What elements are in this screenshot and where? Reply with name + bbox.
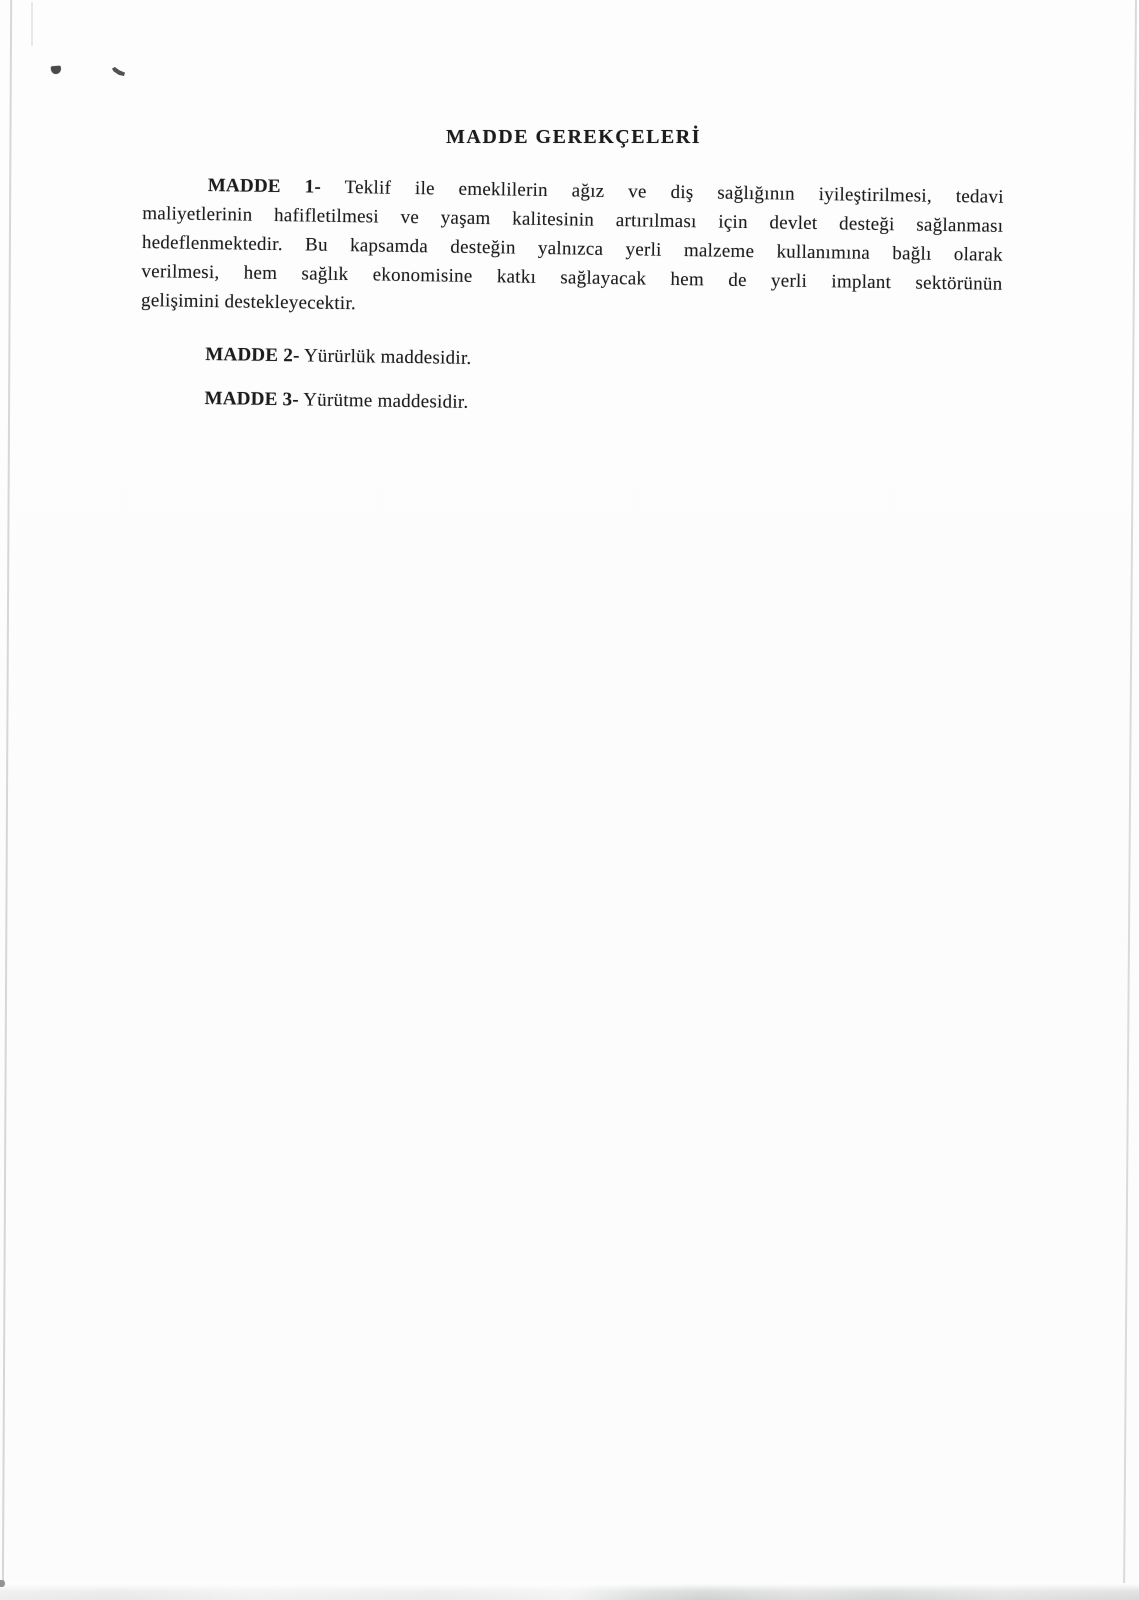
- article1-line-2: maliyetlerinin hafifletilmesi ve yaşam kalitesinin artırılması için devlet desteği sağlanması: [142, 202, 1004, 237]
- scan-speck: [0, 1580, 5, 1587]
- scan-speck: [112, 67, 125, 76]
- article2-text: Yürürlük maddesidir.: [303, 345, 472, 369]
- article1-line-5: gelişimini destekleyecektir.: [140, 289, 357, 315]
- article1-label: MADDE 1-: [207, 174, 322, 198]
- scan-speck: [51, 66, 62, 75]
- document-body: [139, 170, 1003, 425]
- article1-line-3: hedeflenmektedir. Bu kapsamda desteğin yalnızca yerli malzeme kullanımına bağlı olarak: [141, 231, 1003, 266]
- article2-line: [140, 339, 1001, 381]
- page-right-edge-line: [1123, 0, 1137, 1600]
- article3-line: [139, 383, 1000, 425]
- article3-label: MADDE 3-: [204, 387, 300, 411]
- article1-line-1-text: Teklif ile emeklilerin ağız ve diş sağlığının iyileştirilmesi, tedavi: [344, 176, 1004, 208]
- article3-text: Yürütme maddesidir.: [303, 389, 469, 413]
- page-left-edge-line: [2, 0, 12, 1600]
- scan-artifact-line: [31, 2, 33, 46]
- article1-line-4: verilmesi, hem sağlık ekonomisine katkı sağlayacak hem de yerli implant sektörünün: [141, 260, 1003, 295]
- page-bottom-scan-shadow: [0, 1583, 1139, 1600]
- article2-label: MADDE 2-: [205, 343, 300, 367]
- document-title: MADDE GEREKÇELERİ: [446, 126, 701, 148]
